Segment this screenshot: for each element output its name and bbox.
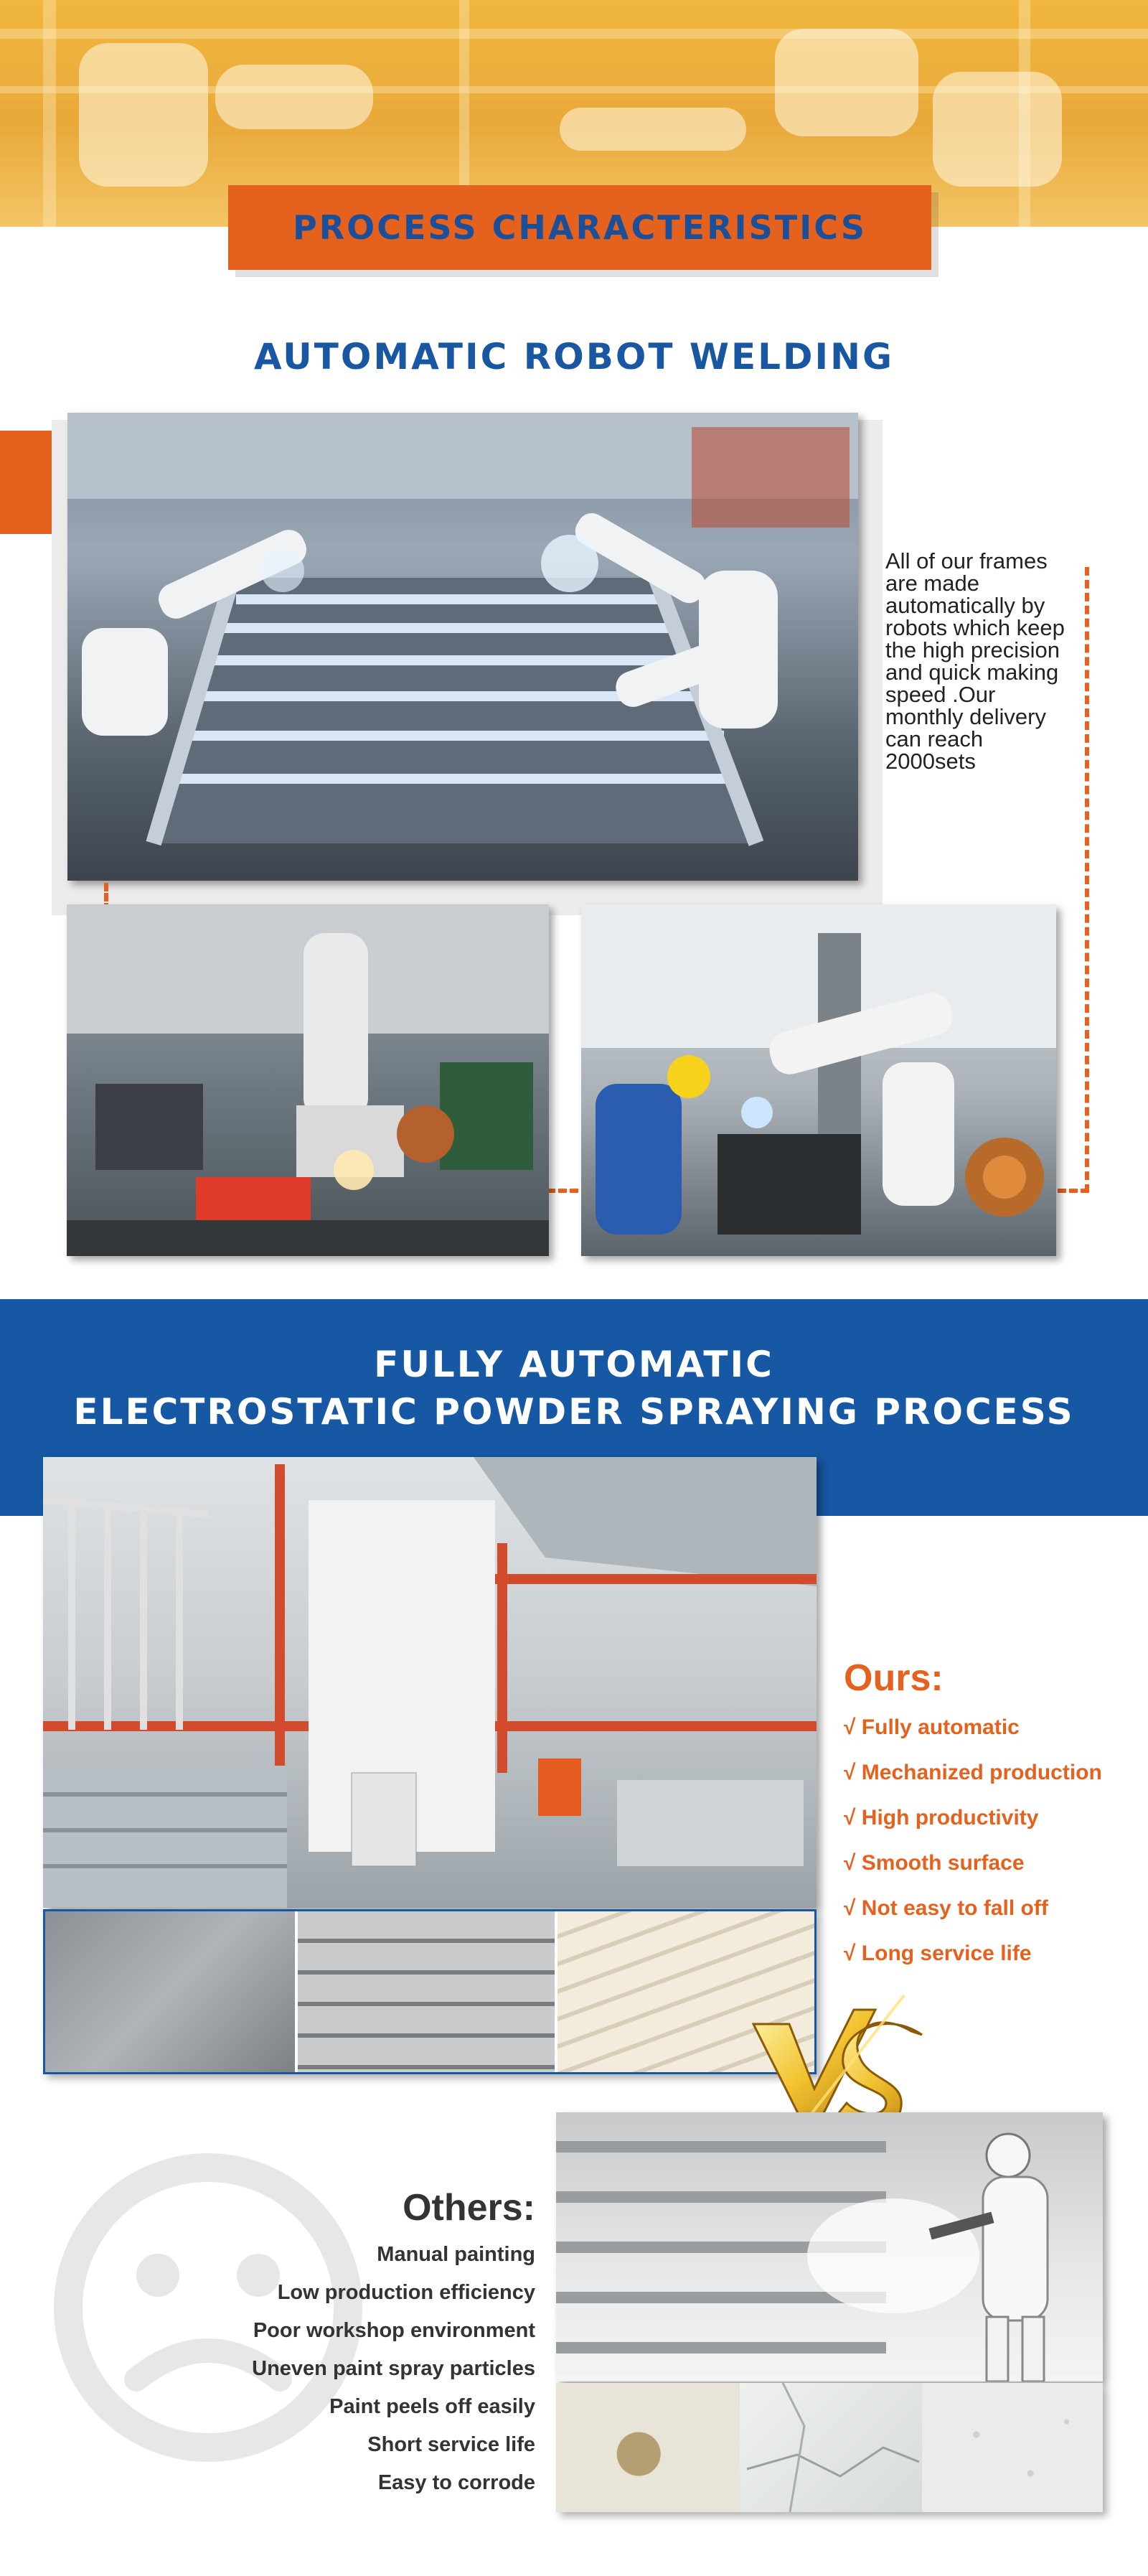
welding-cell-photo-left [67, 904, 549, 1256]
others-item: Easy to corrode [377, 2471, 535, 2494]
spraying-heading-line1: FULLY AUTOMATIC [374, 1344, 774, 1385]
coated-panel-photo [298, 1911, 555, 2072]
others-list [144, 2242, 535, 2509]
ours-item: √ High productivity [844, 1806, 1039, 1830]
welding-operator-photo-right [581, 904, 1056, 1256]
welding-heading: AUTOMATIC ROBOT WELDING [253, 336, 895, 378]
ours-item: √ Not easy to fall off [844, 1896, 1048, 1920]
ours-title: Ours: [844, 1657, 944, 1699]
spraying-heading-line2: ELECTROSTATIC POWDER SPRAYING PROCESS [73, 1391, 1075, 1433]
ours-item: √ Smooth surface [844, 1851, 1025, 1875]
robot-welding-main-photo [67, 413, 858, 881]
peeling-closeup-photo [740, 2383, 922, 2512]
powder-spraying-line-photo [43, 1457, 817, 1908]
manual-painting-photo [556, 2112, 1103, 2381]
powder-surface-photo [45, 1911, 295, 2072]
corrosion-closeup-photo [556, 2383, 740, 2512]
ours-item: √ Mechanized production [844, 1761, 1102, 1784]
dashed-connector-right-foot [1058, 1189, 1089, 1193]
others-title: Others: [403, 2187, 535, 2229]
page-title: PROCESS CHARACTERISTICS [293, 208, 867, 247]
others-item: Poor workshop environment [253, 2319, 535, 2342]
others-item: Low production efficiency [277, 2281, 535, 2304]
dashed-connector-right [1085, 567, 1089, 1193]
spraying-heading [0, 1341, 1148, 1435]
others-item: Short service life [367, 2433, 535, 2456]
ours-item: √ Long service life [844, 1942, 1032, 1965]
defect-strip [556, 2383, 1103, 2512]
others-item: Uneven paint spray particles [252, 2357, 535, 2380]
particles-closeup-photo [922, 2383, 1103, 2512]
welding-description: All of our frames are made automatically by robots which keep the high precision and quick making speed .Our monthly delivery can reach 2000sets [885, 548, 1065, 774]
ours-item: √ Fully automatic [844, 1715, 1020, 1739]
others-item: Paint peels off easily [329, 2395, 535, 2418]
others-item: Manual painting [377, 2243, 535, 2266]
dashed-connector-middle [547, 1189, 578, 1193]
ours-list [844, 1715, 1102, 1987]
sample-strip [43, 1909, 817, 2074]
